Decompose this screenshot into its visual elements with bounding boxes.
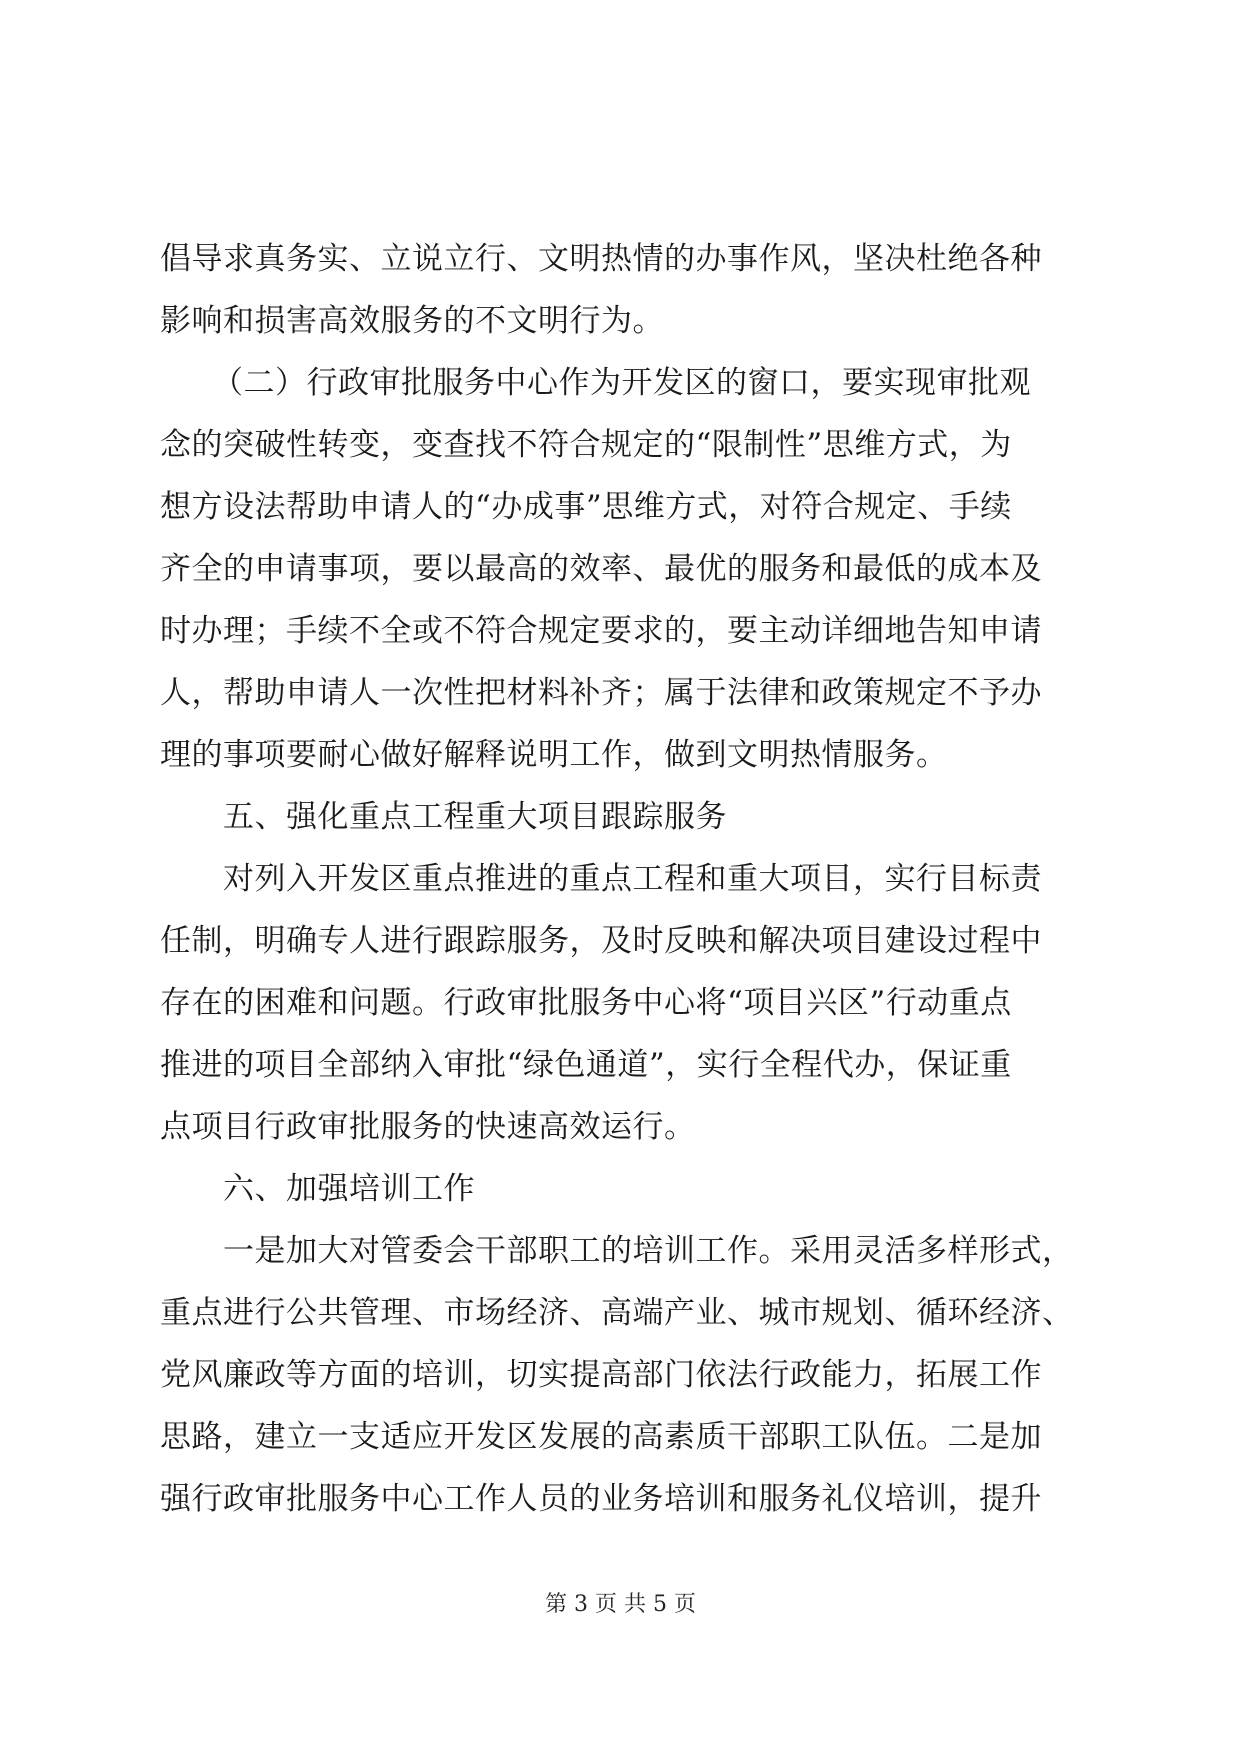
page-number-footer: 第 3 页 共 5 页 — [545, 1592, 696, 1617]
text-line: 影响和损害高效服务的不文明行为。 — [160, 303, 664, 339]
document-body — [160, 228, 1090, 1530]
text-line: 党风廉政等方面的培训，切实提高部门依法行政能力，拓展工作 — [160, 1357, 1042, 1393]
text-line: 想方设法帮助申请人的“办成事”思维方式，对符合规定、手续 — [160, 489, 1012, 525]
text-line: 重点进行公共管理、市场经济、高端产业、城市规划、循环经济、 — [160, 1295, 1074, 1331]
text-line: 时办理；手续不全或不符合规定要求的，要主动详细地告知申请 — [160, 613, 1042, 649]
text-line: 点项目行政审批服务的快速高效运行。 — [160, 1109, 696, 1145]
text-line: 念的突破性转变，变查找不符合规定的“限制性”思维方式，为 — [160, 427, 1012, 463]
text-line: 强行政审批服务中心工作人员的业务培训和服务礼仪培训，提升 — [160, 1481, 1042, 1517]
text-line: 倡导求真务实、立说立行、文明热情的办事作风，坚决杜绝各种 — [160, 241, 1042, 277]
text-line: 思路，建立一支适应开发区发展的高素质干部职工队伍。二是加 — [160, 1419, 1042, 1455]
paragraph-start-line: 一是加大对管委会干部职工的培训工作。采用灵活多样形式， — [223, 1233, 1074, 1269]
text-line: 任制，明确专人进行跟踪服务，及时反映和解决项目建设过程中 — [160, 923, 1042, 959]
text-line: 理的事项要耐心做好解释说明工作，做到文明热情服务。 — [160, 737, 948, 773]
paragraph-start-line: （二）行政审批服务中心作为开发区的窗口，要实现审批观 — [212, 365, 1031, 401]
text-line: 人，帮助申请人一次性把材料补齐；属于法律和政策规定不予办 — [160, 675, 1042, 711]
section-heading: 六、加强培训工作 — [223, 1171, 475, 1207]
text-line: 存在的困难和问题。行政审批服务中心将“项目兴区”行动重点 — [160, 985, 1012, 1021]
paragraph-start-line: 对列入开发区重点推进的重点工程和重大项目，实行目标责 — [223, 861, 1042, 897]
text-line: 齐全的申请事项，要以最高的效率、最优的服务和最低的成本及 — [160, 551, 1042, 587]
text-line: 推进的项目全部纳入审批“绿色通道”，实行全程代办，保证重 — [160, 1047, 1012, 1083]
section-heading: 五、强化重点工程重大项目跟踪服务 — [223, 799, 727, 835]
